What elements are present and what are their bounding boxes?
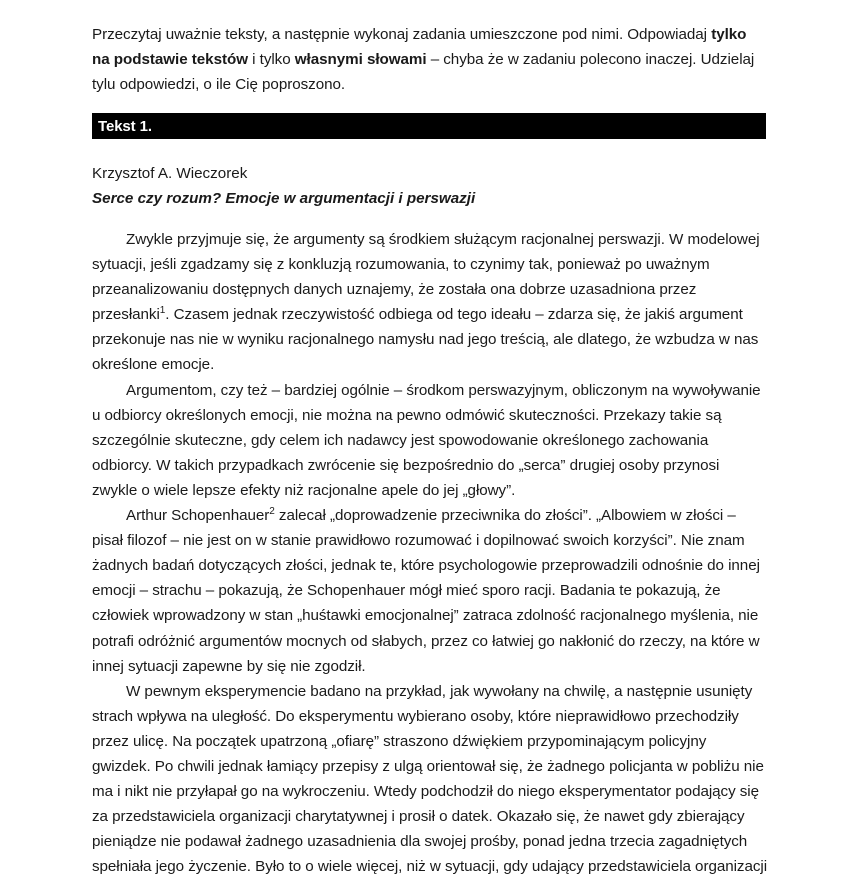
paragraph-text: W pewnym eksperymencie badano na przykład, jak wywołany na chwilę, a następnie usunięty strach wpływa na uległość. Do eksperymentu wybierano osoby, które nieprawidłowo przechodziły przez ulicę. Na początek upatrzoną „ofiarę” straszono dźwiękiem przypominającym policyjny gwizdek. Po chwili jednak łamiący przepisy z ulgą orientował się, że żadnego policjanta w pobliżu nie ma i nikt nie przyłapał go na wykroczeniu. Wtedy podchodził do niego eksperymentator podający się za przedstawiciela organizacji charytatywnej i prosił o datek. Okazało się, że nawet gdy zbierający pieniądze nie podawał żadnego uzasadnienia dla swojej prośby, ponad jedna trzecia zagadniętych spełniała jego życzenie. Było to o wiele więcej, niż w sytuacji, gdy udający przedstawiciela organizacji [92, 682, 768, 876]
body-paragraph [92, 679, 768, 879]
footnote-marker: 2 [269, 505, 275, 517]
paragraph-text: . Czasem jednak rzeczywistość odbiega od tego ideału – zdarza się, że jakiś argument przekonuje nas nie w wyniku racjonalnego namysłu nad jego treścią, ale dlatego, że wzbudza w nas określone emocje. [92, 306, 759, 374]
instruction-text: – chyba że w zadaniu polecono inaczej. Udzielaj tylu odpowiedzi, o ile Cię poproszono. [92, 51, 755, 93]
source-author: Krzysztof A. Wieczorek [92, 165, 248, 182]
section-banner-label: Tekst 1. [98, 117, 152, 135]
paragraph-text: Zwykle przyjmuje się, że argumenty są środkiem służącym racjonalnej perswazji. W modelowej sytuacji, jeśli zgadzamy się z konkluzją rozumowania, to czynimy tak, ponieważ po uważnym przeanalizowaniu dostępnych danych uznajemy, że została ona dobrze uzasadniona przez przesłanki [92, 231, 760, 324]
section-banner-tekst-1 [92, 113, 766, 139]
instruction-text: i tylko [247, 51, 295, 68]
instruction-text: Przeczytaj uważnie teksty, a następnie wykonaj zadania umieszczone pod nimi. Odpowiadaj [92, 26, 712, 43]
body-paragraph [92, 503, 768, 679]
body-paragraph [92, 378, 768, 503]
instruction-emphasis: własnymi słowami [294, 51, 427, 68]
source-title: Serce czy rozum? Emocje w argumentacji i perswazji [92, 190, 476, 207]
source-attribution [92, 161, 768, 211]
page-content [92, 22, 768, 879]
body-text-container [92, 227, 768, 879]
paragraph-text: Arthur Schopenhauer [126, 507, 270, 525]
instruction-paragraph [92, 22, 768, 97]
paragraph-text: Argumentom, czy też – bardziej ogólnie – środkom perswazyjnym, obliczonym na wywoływanie u odbiorcy określonych emocji, nie można na pewno odmówić skuteczności. Przekazy takie są szczególnie skuteczne, gdy celem ich nadawcy jest spowodowanie określonego zachowania odbiorcy. W takich przypadkach zwrócenie się bezpośrednio do „serca” drugiej osoby przynosi zwykle o wiele lepsze efekty niż racjonalne apele do jej „głowy”. [92, 381, 761, 499]
paragraph-text: zalecał „doprowadzenie przeciwnika do złości”. „Albowiem w złości – pisał filozof – nie jest on w stanie prawidłowo rozumować i dopilnować swoich korzyści”. Nie znam żadnych badań dotyczących złości, jednak te, które psychologowie przeprowadzili odnośnie do innej emocji – strachu – pokazują, że Schopenhauer mógł mieć sporo racji. Badania te pokazują, że człowiek wprowadzony w stan „huśtawki emocjonalnej” zatraca zdolność racjonalnego myślenia, nie potrafi odróżnić argumentów mocnych od słabych, przez co łatwiej go nakłonić do rzeczy, na które w innej sytuacji zapewne by się nie zgodził. [92, 507, 760, 675]
instruction-emphasis: tylko na podstawie tekstów [92, 26, 747, 68]
footnote-marker: 1 [159, 305, 166, 317]
body-paragraph [92, 227, 768, 378]
